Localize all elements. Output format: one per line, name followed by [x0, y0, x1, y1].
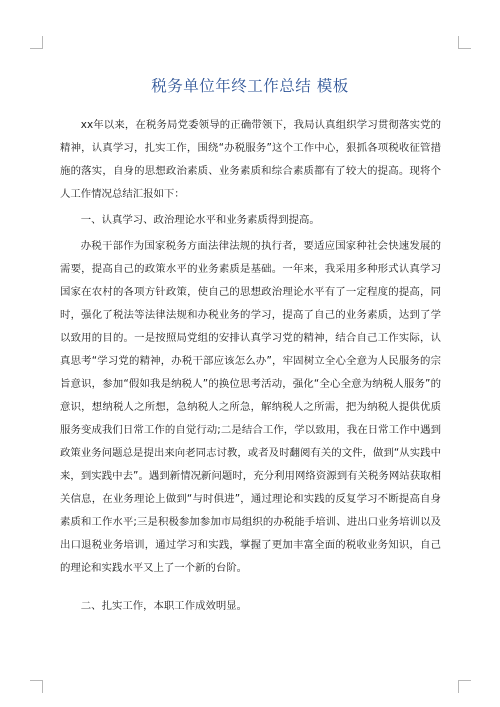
- crop-mark-bottom-right: [458, 680, 471, 693]
- section-body-1: 办税干部作为国家税务方面法律法规的执行者，要适应国家种社会快速发展的需要，提高自己的政策水平的业务素质是基础。一年来，我采用多种形式认真学习国家在农村的各项方针政策，使自己的思想政治理论水平有了一定程度的提高，同时，强化了税法等法律法规和办税业务的学习，提高了自己的业务素质，达到了学以致用的目的。一是按照局党组的安排认真学习党的精神，结合自己工作实际，认真思考“学习党的精神，办税干部应该怎么办”，牢固树立全心全意为人民服务的宗旨意识，参加“假如我是纳税人”的换位思考活动，强化“全心全意为纳税人服务”的意识，想纳税人之所想，急纳税人之所急，解纳税人之所需，把为纳税人提供优质服务变成我们日常工作的自觉行动;二是结合工作，学以致用，我在日常工作中遇到政策业务问题总是提出来向老同志讨教，或者及时翻阅有关的文件，做到“从实践中来，到实践中去”。遇到新情况新问题时，充分利用网络资源到有关税务网站获取相关信息，在业务理论上做到“与时俱进”，通过理论和实践的反复学习不断提高自身素质和工作水平;三是积极参加参加市局组织的办税能手培训、进出口业务培训以及出口退税业务培训，通过学习和实践，掌握了更加丰富全面的税收业务知识，自己的理论和实践水平又上了一个新的台阶。: [60, 240, 441, 574]
- crop-mark-bottom-left: [30, 680, 43, 693]
- document-body: [60, 114, 441, 621]
- section-heading-1: 一、认真学习、政治理论水平和业务素质得到提高。: [80, 214, 320, 226]
- crop-mark-top-left: [30, 36, 43, 49]
- section-heading-2: 二、扎实工作，本职工作成效明显。: [80, 600, 248, 612]
- document-title: 税务单位年终工作总结 模板: [151, 77, 349, 96]
- crop-mark-top-right: [458, 36, 471, 49]
- intro-paragraph: xx年以来，在税务局党委领导的正确带领下，我局认真组织学习贯彻落实党的精神，认真学习，扎实工作，围绕“办税服务”这个工作中心，狠抓各项税收征管措施的落实，自身的思想政治素质、业务素质和综合素质都有了较大的提高。现将个人工作情况总结汇报如下：: [60, 119, 441, 200]
